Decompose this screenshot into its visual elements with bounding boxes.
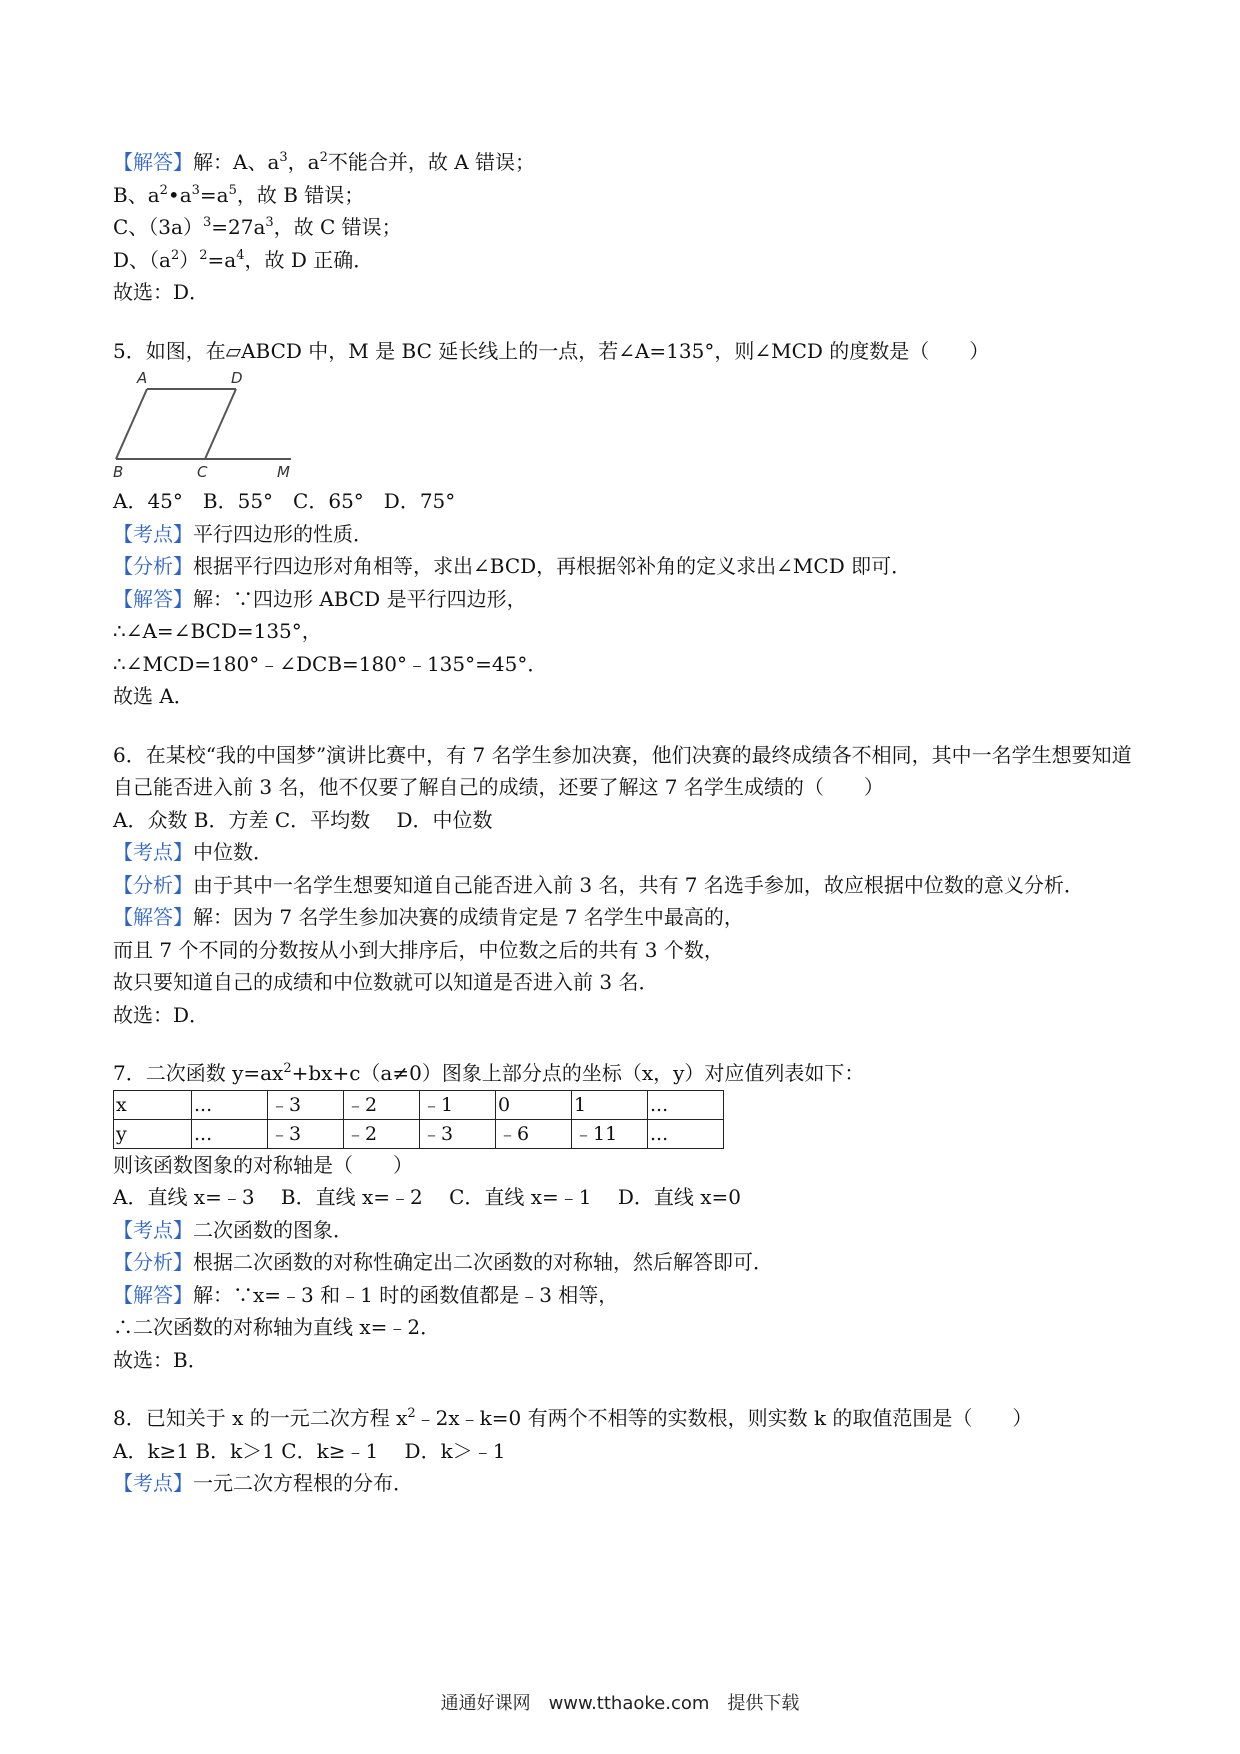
q4-answer-line-4: D、$(a^2)^2=a^4$，故 D 正确． bbox=[113, 247, 374, 272]
q7-fenxi: 【分析】根据二次函数的对称性确定出二次函数的对称轴，然后解答即可． bbox=[113, 1250, 773, 1274]
q7-options: A．直线 x=﹣3 B．直线 x=﹣2 C．直线 x=﹣1 D．直线 x=0 bbox=[113, 1185, 742, 1209]
q6-step-3: 故选：D． bbox=[113, 1002, 210, 1027]
q5-step-1: ∴∠A=∠BCD=135°， bbox=[113, 619, 322, 643]
value-table bbox=[113, 1090, 724, 1149]
table-cell: ﹣2 bbox=[344, 1090, 420, 1119]
q7-step-1: ∴二次函数的对称轴为直线 x=﹣2． bbox=[113, 1315, 441, 1339]
table-cell: ﹣3 bbox=[268, 1090, 344, 1119]
table-cell: 1 bbox=[572, 1090, 648, 1119]
vertex-label-b: B bbox=[113, 463, 124, 481]
q7-jieda: 【解答】解：∵x=﹣3 和﹣1 时的函数值都是﹣3 相等， bbox=[113, 1282, 619, 1307]
q5-jieda: 【解答】解：∵四边形 ABCD 是平行四边形， bbox=[113, 586, 527, 611]
table-cell: y bbox=[114, 1119, 192, 1148]
table-cell: ﹣3 bbox=[268, 1119, 344, 1148]
q5-step-3: 故选 A． bbox=[113, 684, 194, 708]
q4-answer-line-5: 故选：D． bbox=[113, 280, 210, 304]
answer-tag: 【解答】 bbox=[113, 150, 193, 174]
q7-step-2: 故选：B． bbox=[113, 1347, 208, 1372]
table-cell: x bbox=[114, 1090, 192, 1119]
q5-kaodian: 【考点】平行四边形的性质． bbox=[113, 521, 373, 546]
q8-stem: 8．已知关于 x 的一元二次方程 $x^2﹣2x﹣k=0$ 有两个不相等的实数根，则实数 k 的取值范围是（ ） bbox=[113, 1406, 1033, 1430]
table-row-y bbox=[114, 1119, 724, 1148]
q6-fenxi: 【分析】由于其中一名学生想要知道自己能否进入前 3 名，共有 7 名选手参加，故应根据中位数的意义分析． bbox=[113, 872, 1084, 897]
q8-options: A．k≥1 B．k＞1 C．k≥﹣1 D．k＞﹣1 bbox=[113, 1438, 506, 1463]
parallelogram-figure bbox=[113, 369, 313, 481]
q6-step-2: 故只要知道自己的成绩和中位数就可以知道是否进入前 3 名． bbox=[113, 970, 659, 994]
q6-options: A．众数 B．方差 C．平均数 D．中位数 bbox=[113, 807, 493, 832]
table-cell: ﹣6 bbox=[496, 1119, 572, 1148]
table-cell: ﹣2 bbox=[344, 1119, 420, 1148]
q4-answer-line-1: 【解答】解：A、$a^3$，$a^2$不能合并，故 A 错误； bbox=[113, 150, 536, 174]
vertex-label-d: D bbox=[231, 369, 243, 387]
table-cell: ... bbox=[192, 1090, 268, 1119]
q7-stem: 7．二次函数 $y=ax^2+bx+c(a\ne 0)$图象上部分点的坐标（x，y）对应值列表如下： bbox=[113, 1061, 865, 1085]
q4-answer-line-2: B、$a^2•a^3=a^5$，故 B 错误； bbox=[113, 182, 365, 207]
q5-options: A．45° B．55° C．65° D．75° bbox=[113, 489, 456, 513]
table-cell: ... bbox=[648, 1090, 724, 1119]
q5-step-2: ∴∠MCD=180°﹣∠DCB=180°﹣135°=45°． bbox=[113, 651, 548, 676]
table-row-x bbox=[114, 1090, 724, 1119]
table-cell: ﹣11 bbox=[572, 1119, 648, 1148]
q6-kaodian: 【考点】中位数． bbox=[113, 840, 273, 864]
vertex-label-c: C bbox=[197, 463, 208, 481]
table-cell: ... bbox=[192, 1119, 268, 1148]
page-content bbox=[113, 146, 1133, 1500]
q7-question: 则该函数图象的对称轴是（ ） bbox=[113, 1152, 413, 1177]
q5-stem: 5．如图，在▱ABCD 中，M 是 BC 延长线上的一点，若∠A=135°，则∠MCD 的度数是（ ） bbox=[113, 338, 990, 363]
q6-step-1: 而且 7 个不同的分数按从小到大排序后，中位数之后的共有 3 个数， bbox=[113, 937, 724, 962]
q8-kaodian: 【考点】一元二次方程根的分布． bbox=[113, 1471, 413, 1495]
q4-answer-line-3: C、$(3a)^3=27a^3$，故 C 错误； bbox=[113, 215, 402, 239]
table-cell: ... bbox=[648, 1119, 724, 1148]
q5-fenxi: 【分析】根据平行四边形对角相等，求出∠BCD，再根据邻补角的定义求出∠MCD 即可． bbox=[113, 554, 912, 578]
vertex-label-a: A bbox=[137, 369, 148, 387]
point-label-m: M bbox=[277, 463, 290, 481]
q6-stem: 6．在某校“我的中国梦”演讲比赛中，有 7 名学生参加决赛，他们决赛的最终成绩各不相同，其中一名学生想要知道自己能否进入前 3 名，他不仅要了解自己的成绩，还要了解这 7 名学生成绩的（ ） bbox=[113, 742, 1132, 799]
table-cell: 0 bbox=[496, 1090, 572, 1119]
table-cell: ﹣3 bbox=[420, 1119, 496, 1148]
q7-kaodian: 【考点】二次函数的图象． bbox=[113, 1217, 353, 1242]
page-footer: 通通好课网 www.tthaoke.com 提供下载 bbox=[440, 1693, 800, 1714]
table-cell: ﹣1 bbox=[420, 1090, 496, 1119]
q6-jieda: 【解答】解：因为 7 名学生参加决赛的成绩肯定是 7 名学生中最高的， bbox=[113, 905, 744, 929]
